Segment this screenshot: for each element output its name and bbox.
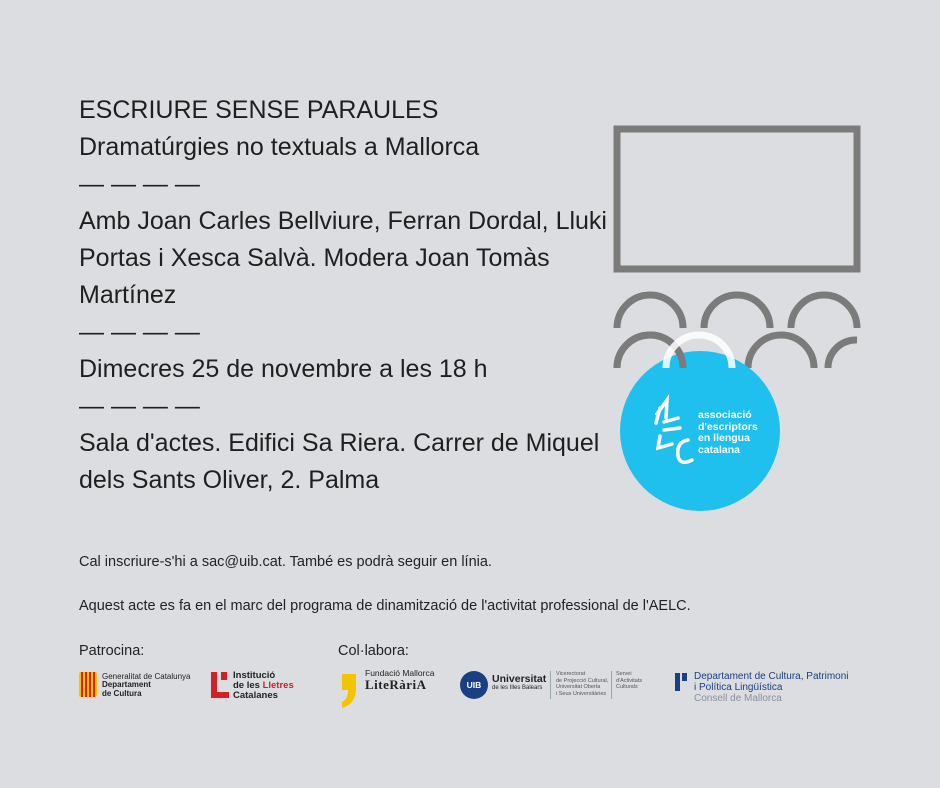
- participants-line: Amb Joan Carles Bellviure, Ferran Dordal, Lluki: [79, 207, 607, 235]
- program-note: Aquest acte es fa en el marc del programa de dinamització de l'activitat professional de l'AELC.: [79, 598, 691, 614]
- cinema-illustration: [600, 118, 880, 518]
- participants-line: Portas i Xesca Salvà. Modera Joan Tomàs: [79, 244, 550, 272]
- location-line: dels Sants Oliver, 2. Palma: [79, 466, 380, 494]
- separator: — — — —: [79, 170, 200, 198]
- comma-icon: [338, 666, 362, 710]
- separator: — — — —: [79, 318, 200, 346]
- event-title: ESCRIURE SENSE PARAULES: [79, 96, 439, 124]
- event-details: [79, 92, 639, 499]
- fundacio-logo: Fundació Mallorca LiteRàriA: [338, 666, 438, 710]
- participants-line: Martínez: [79, 281, 177, 309]
- consell-logo: Departament de Cultura, Patrimoni i Política Lingüística Consell de Mallorca: [675, 671, 875, 703]
- location-line: Sala d'actes. Edifici Sa Riera. Carrer de Miquel: [79, 429, 600, 457]
- uib-logo: UIB Universitat de les Illes Balears Vicerectorat de Projecció Cultural, Universitat Oberta i Seus Universitàries Servei d'Activitats Culturals: [460, 669, 650, 701]
- separator: — — — —: [79, 392, 200, 420]
- ilc-mark-icon: [211, 672, 229, 698]
- senyera-icon: [79, 672, 97, 697]
- registration-note: Cal inscriure-s'hi a sac@uib.cat. També es podrà seguir en línia.: [79, 554, 492, 570]
- uib-badge-icon: UIB: [460, 671, 488, 699]
- event-subtitle: Dramatúrgies no textuals a Mallorca: [79, 133, 480, 161]
- aelc-logo-text: associació d'escriptors en llengua catalana: [698, 409, 758, 456]
- event-date: Dimecres 25 de novembre a les 18 h: [79, 355, 488, 383]
- ilc-logo: Institució de les Lletres Catalanes: [211, 670, 311, 700]
- consell-mark-icon: [675, 673, 689, 691]
- collab-label: Col·labora:: [338, 643, 409, 659]
- generalitat-logo: Generalitat de Catalunya Departament de Cultura: [79, 670, 194, 700]
- screen-icon: [617, 129, 857, 269]
- seats-icon: [617, 295, 857, 368]
- sponsor-label: Patrocina:: [79, 643, 145, 659]
